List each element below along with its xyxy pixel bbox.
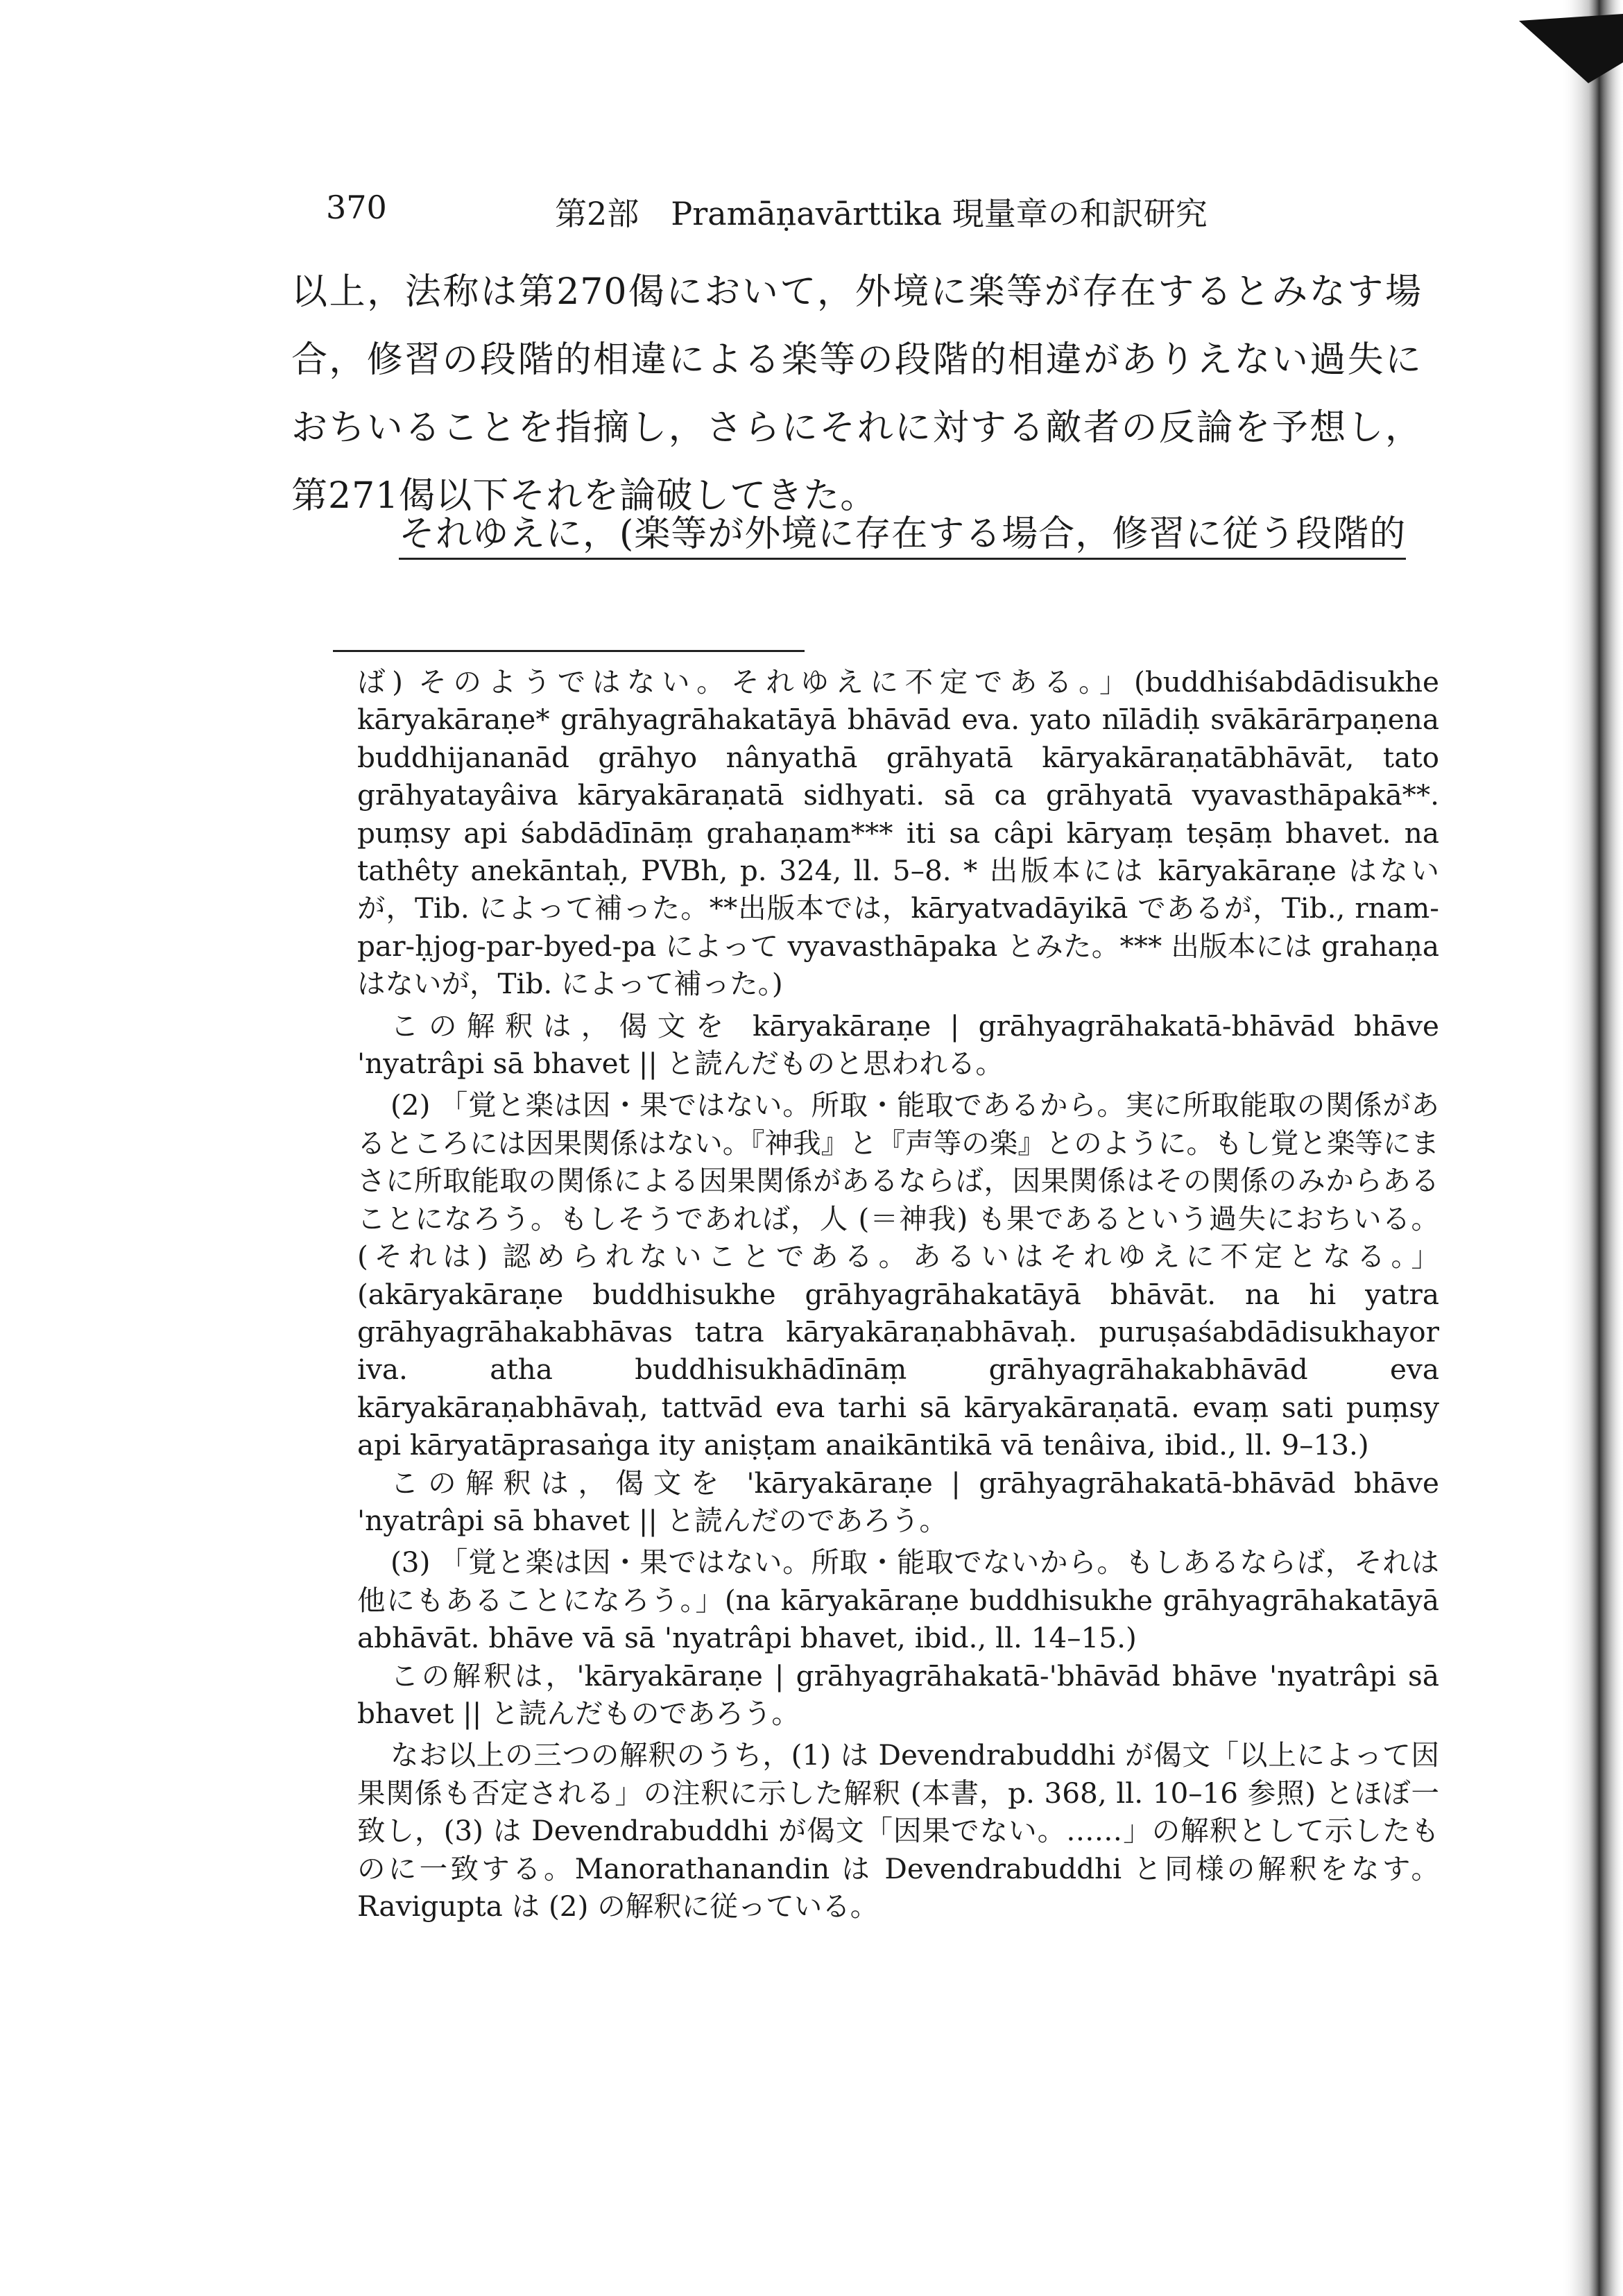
note-paragraph: この解釈は，'kāryakāraṇe | grāhyagrāhakatā-'bhāvād bhāve 'nyatrâpi sā bhavet || と読んだものであろう。: [357, 1659, 1439, 1730]
underlined-line: [399, 510, 1439, 558]
note-paragraph: この解釈は，偈文を 'kāryakāraṇe | grāhyagrāhakatā-bhāvād bhāve 'nyatrâpi sā bhavet || と読んだのであろう。: [357, 1466, 1439, 1537]
note-paragraph: この解釈は，偈文を kāryakāraṇe | grāhyagrāhakatā-bhāvād bhāve 'nyatrâpi sā bhavet || と読んだものと思われる。: [357, 1009, 1439, 1081]
footnote-rule: [333, 650, 805, 652]
page-number: 370: [326, 189, 387, 226]
body-paragraph: 以上，法称は第270偈において，外境に楽等が存在するとみなす場合，修習の段階的相違による楽等の段階的相違がありえない過失におちいることを指摘し，さらにそれに対する敵者の反論を予想し，第271偈以下それを論破してきた。: [291, 271, 1422, 517]
running-title: 第2部 Pramāṇavārttika 現量章の和訳研究: [555, 195, 1208, 232]
book-spine-shadow: [1519, 0, 1623, 2296]
note-paragraph: なお以上の三つの解釈のうち，(1) は Devendrabuddhi が偈文「以上によって因果関係も否定される」の注釈に示した解釈 (本書，p. 368, ll. 10–16 参照) とほぼ一致し，(3) は Devendrabuddhi が偈文「因果でない。……」の解釈として示したものに一致する。Manorathanandin は Devendrabuddhi と同様の解釈をなす。Ravigupta は (2) の解釈に従っている。: [357, 1738, 1439, 1923]
main-text: [291, 258, 1422, 530]
underlined-text: それゆえに，(楽等が外境に存在する場合，修習に従う段階的: [399, 513, 1406, 560]
note-paragraph: ば) そのようではない。それゆえに不定である。」(buddhiśabdādisukhe kāryakāraṇe* grāhyagrāhakatāyā bhāvād eva. yato nīlādiḥ svākārārpaṇena buddhijananād grāhyo nânyathā grāhyatā kāryakāraṇatābhāvāt, tato grāhyatayâiva kāryakāraṇatā sidhyati. sā ca grāhyatā vyavasthāpakā**. puṃsy api śabdādīnāṃ grahaṇam*** iti sa câpi kāryaṃ teṣāṃ bhavet. na tathêty anekāntaḥ, PVBh, p. 324, ll. 5–8. * 出版本には kāryakāraṇe はないが，Tib. によって補った。**出版本では，kāryatvadāyikā であるが，Tib., rnam-par-ḥjog-par-byed-pa によって vyavasthāpaka とみた。*** 出版本には grahaṇa はないが，Tib. によって補った。): [357, 665, 1439, 1001]
note-paragraph: (2) 「覚と楽は因・果ではない。所取・能取であるから。実に所取能取の関係があるところには因果関係はない。『神我』と『声等の楽』とのように。もし覚と楽等にまさに所取能取の関係による因果関係があるならば，因果関係はその関係のみからあることになろう。もしそうであれば，人 (＝神我) も果であるという過失におちいる。(それは) 認められないことである。あるいはそれゆえに不定となる。」(akāryakāraṇe buddhisukhe grāhyagrāhakatāyā bhāvāt. na hi yatra grāhyagrāhakabhāvas tatra kāryakāraṇabhāvaḥ. puruṣaśabdādisukhayor iva. atha buddhisukhādīnāṃ grāhyagrāhakabhāvād eva kāryakāraṇabhāvaḥ, tattvād eva tarhi sā kāryakāraṇatā. evaṃ sati puṃsy api kāryatāprasaṅga ity aniṣṭam anaikāntikā vā tenâiva, ibid., ll. 9–13.): [357, 1088, 1439, 1462]
note-paragraph: (3) 「覚と楽は因・果ではない。所取・能取でないから。もしあるならば，それは他にもあることになろう。」(na kāryakāraṇe buddhisukhe grāhyagrāhakatāyā abhāvāt. bhāve vā sā 'nyatrâpi bhavet, ibid., ll. 14–15.): [357, 1545, 1439, 1655]
footnotes: [357, 663, 1439, 1925]
